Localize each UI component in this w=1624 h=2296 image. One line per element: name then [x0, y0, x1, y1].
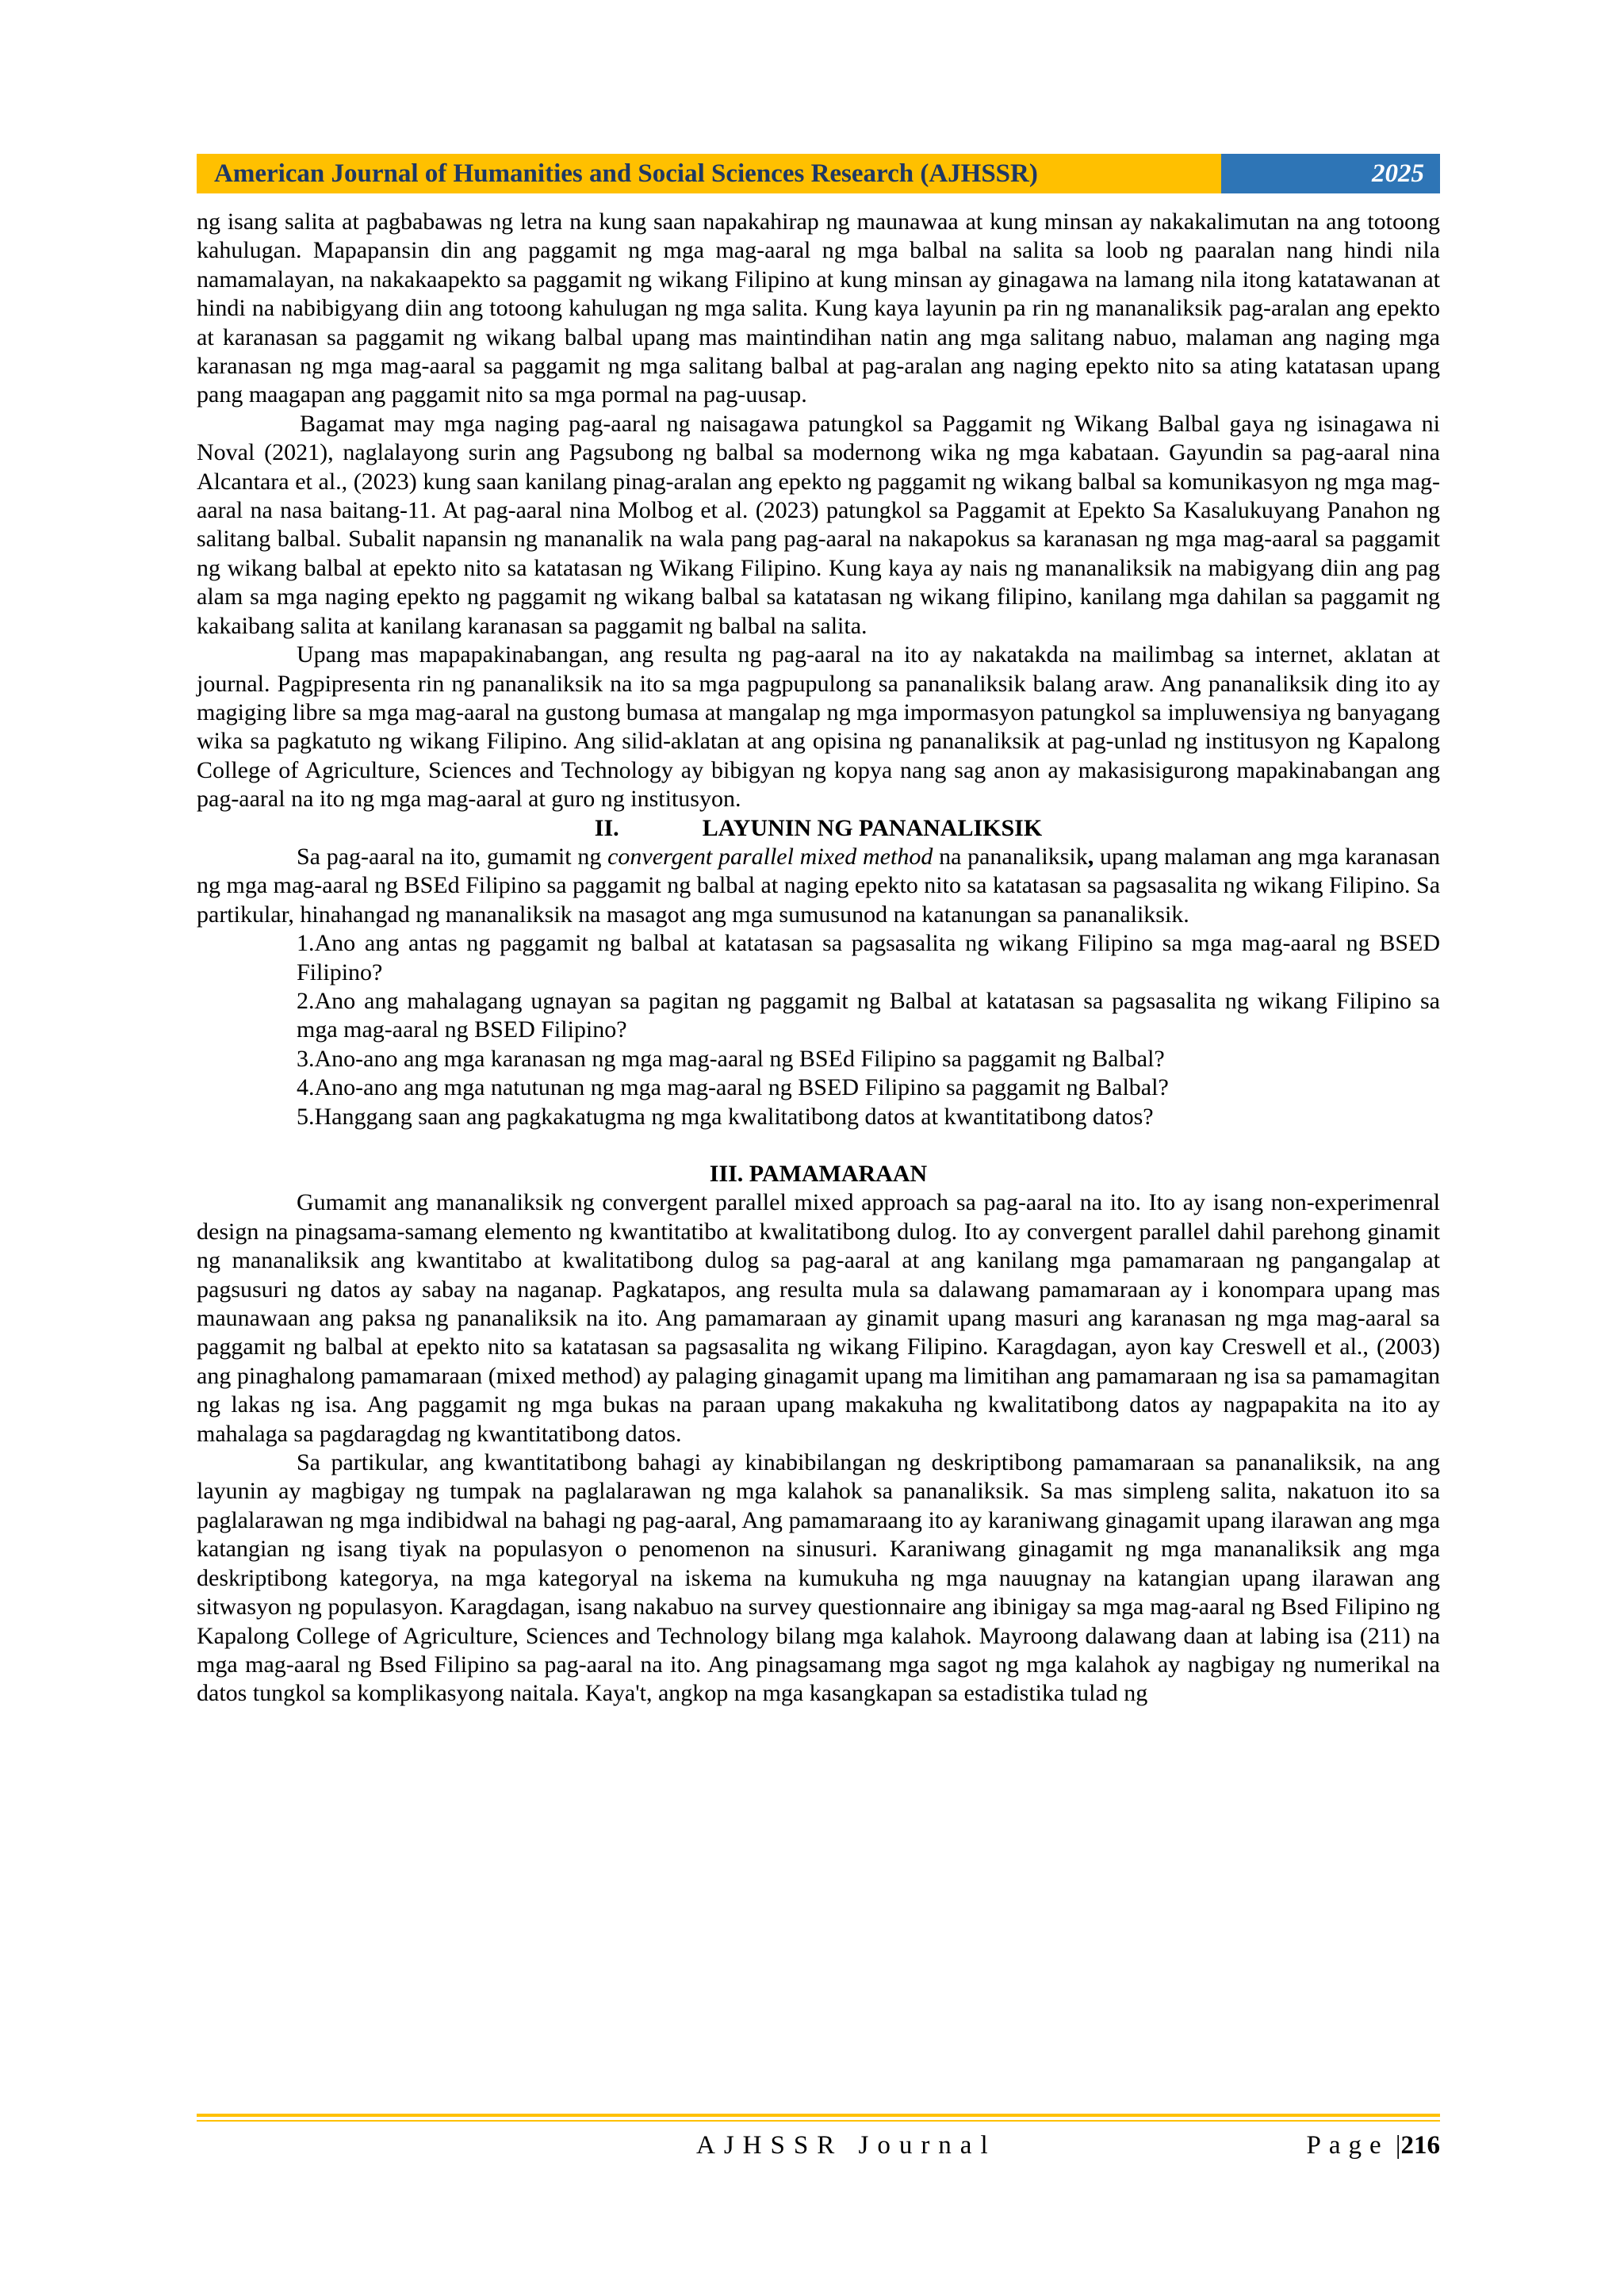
section-2-paragraph — [197, 843, 1440, 929]
intro-paragraph-1: ng isang salita at pagbabawas ng letra na kung saan napakahirap ng maunawaa at kung minsan ay nakakalimutan na ang totoong kahulugan. Mapapansin din ang paggamit ng mga mag-aaral ng mga balbal na salita sa loob ng paaralan nang hindi nila namamalayan, na nakakaapekto sa paggamit ng wikang Filipino at kung minsan ay ginagawa na lamang nila itong katatawanan at hindi na nabibigyang diin ang totoong kahulugan ng mga salita. Kung kaya layunin pa rin ng mananaliksik pag-aralan ang epekto at karanasan sa paggamit ng wikang balbal upang mas maintindihan natin ang mga salitang nabuo, malaman ang naging mga karanasan ng mga mag-aaral sa paggamit ng mga salitang balbal at pag-aralan ang naging epekto nito sa ating katatasan upang pang maagapan ang paggamit nito sa mga pormal na pag-uusap. — [197, 209, 1440, 408]
footer-journal-name: AJHSSR Journal — [696, 2131, 997, 2160]
footer-rule-bottom — [197, 2120, 1440, 2122]
journal-header — [197, 154, 1440, 193]
section-2-text-b: na pananaliksik — [939, 843, 1088, 870]
research-question-3: 3.Ano-ano ang mga karanasan ng mga mag-aaral ng BSEd Filipino sa paggamit ng Balbal? — [297, 1045, 1165, 1072]
page-number: 216 — [1400, 2131, 1440, 2160]
footer-rule-top — [197, 2114, 1440, 2117]
page-footer — [197, 2125, 1440, 2164]
journal-title: American Journal of Humanities and Social Sciences Research (AJHSSR) — [197, 154, 1221, 193]
research-question-1: 1.Ano ang antas ng paggamit ng balbal at katatasan sa pagsasalita ng wikang Filipino sa mga mag-aaral ng BSED Filipino? — [297, 930, 1440, 985]
journal-year: 2025 — [1221, 154, 1440, 193]
page-body — [197, 208, 1440, 1709]
section-2-heading — [197, 814, 1440, 843]
section-2-comma: , — [1087, 843, 1094, 870]
section-2-title: LAYUNIN NG PANANALIKSIK — [702, 814, 1043, 841]
section-2-number: II. — [594, 814, 619, 841]
research-question-5: 5.Hanggang saan ang pagkakatugma ng mga kwalitatibong datos at kwantitatibong datos? — [297, 1103, 1154, 1130]
research-question-2: 2.Ano ang mahalagang ugnayan sa pagitan ng paggamit ng Balbal at katatasan sa pagsasalita ng wikang Filipino sa mga mag-aaral ng BSED Filipino? — [297, 987, 1440, 1043]
section-2-text-c: upang malaman ang mga karanasan ng mga mag-aaral ng BSEd Filipino sa paggamit ng balbal at naging epekto nito sa katatasan sa pagsasalita ng wikang Filipino. Sa partikular, hinahangad ng mananaliksik na masagot ang mga sumusunod na katanungan sa pananaliksik. — [197, 843, 1441, 928]
section-3-paragraph-1: Gumamit ang mananaliksik ng convergent parallel mixed approach sa pag-aaral na ito. Ito ay isang non-experimenral design na pinagsama-samang elemento ng kwantitatibo at kwalitatibong dulog. Ito ay convergent parallel dahil parehong ginamit ng mananaliksik ang kwantitabo at kwalitatibong dulog sa pag-aaral at ang kanilang mga pamamaraan ng pangangalap at pagsusuri ng datos ay sabay na naganap. Pagkatapos, ang resulta mula sa dalawang pamamaraan ay i konompara upang mas maunawaan ang paksa ng pananaliksik na ito. Ang pamamaraan ay ginamit upang masuri ang karanasan ng mga mag-aaral sa paggamit ng balbal at epekto nito sa katatasan sa pagsasalita ng wikang Filipino. Karagdagan, ayon kay Creswell et al., (2003) ang pinaghalong pamamaraan (mixed method) ay palaging ginagamit upang ma limitihan ang pamamaraan ng isa sa pamamagitan ng lakas ng isa. Ang paggamit ng mga bukas na paraan upang makakuha ng kwalitatibong datos ay nagpapakita na ito ay mahalaga sa pagdaragdag ng kwantitatibong datos. — [197, 1189, 1440, 1447]
section-2-text-a: Sa pag-aaral na ito, gumamit ng — [297, 843, 602, 870]
intro-paragraph-3: Upang mas mapapakinabangan, ang resulta ng pag-aaral na ito ay nakatakda na mailimbag sa internet, aklatan at journal. Pagpipresenta rin ng pananaliksik na ito sa mga pagpupulong sa pananaliksik balang araw. Ang pananaliksik ding ito ay magiging libre sa mga mag-aaral na gustong bumasa at mangalap ng mga impormasyon patungkol sa impluwensiya ng banyagang wika sa pagkatuto ng wikang Filipino. Ang silid-aklatan at ang opisina ng pananaliksik at pag-unlad ng institusyon ng Kapalong College of Agriculture, Sciences and Technology ay bibigyan ng kopya nang sag anon ay makasisigurong mapakinabangan ang pag-aaral na ito ng mga mag-aaral at guro ng institusyon. — [197, 641, 1440, 813]
footer-page — [1306, 2131, 1440, 2160]
section-3-heading: III. PAMAMARAAN — [709, 1161, 928, 1187]
section-3-paragraph-2: Sa partikular, ang kwantitatibong bahagi ay kinabibilangan ng deskriptibong pamamaraan sa pananaliksik, na ang layunin ay magbigay ng tumpak na paglalarawan ng mga kalahok sa pananaliksik. Sa mas simpleng salita, nakatuon ito sa paglalarawan ng mga indibidwal na bahagi ng pag-aaral, Ang pamamaraang ito ay karaniwang ginagamit upang ilarawan ang mga katangian ng isang tiyak na populasyon o penomenon na sinusuri. Karaniwang ginagamit ng mga mananaliksik ang mga deskriptibong kategorya, na mga kategoryal na iskema na kumukuha ng mga nauugnay na katangian upang ilarawan ang sitwasyon ng populasyon. Karagdagan, isang nakabuo na survey questionnaire ang ibinigay sa mga mag-aaral ng Bsed Filipino ng Kapalong College of Agriculture, Sciences and Technology bilang mga kalahok. Mayroong dalawang daan at labing isa (211) na mga mag-aaral ng Bsed Filipino sa pag-aaral na ito. Ang pinagsamang mga sagot ng mga kalahok ay nagbigay ng numerikal na datos tungkol sa komplikasyong naitala. Kaya't, angkop na mga kasangkapan sa estadistika tulad ng — [197, 1449, 1440, 1707]
section-2-method: convergent parallel mixed method — [607, 843, 933, 870]
research-question-4: 4.Ano-ano ang mga natutunan ng mga mag-aaral ng BSED Filipino sa paggamit ng Balbal? — [297, 1074, 1169, 1101]
footer-page-label: Page — [1306, 2131, 1389, 2160]
footer-separator: | — [1395, 2131, 1401, 2160]
intro-paragraph-2: Bagamat may mga naging pag-aaral ng naisagawa patungkol sa Paggamit ng Wikang Balbal gaya ng isinagawa ni Noval (2021), naglalayong surin ang Pagsubong ng balbal sa modernong wika ng mga kabataan. Gayundin sa pag-aaral nina Alcantara et al., (2023) kung saan kanilang pinag-aralan ang epekto ng paggamit ng wikang balbal sa komunikasyon ng mga mag-aaral na nasa baitang-11. At pag-aaral nina Molbog et al. (2023) patungkol sa Paggamit at Epekto Sa Kasalukuyang Panahon ng salitang balbal. Subalit napansin ng mananalik na wala pang pag-aaral na nakapokus sa karanasan ng mga mag-aaral sa paggamit ng wikang balbal at epekto nito sa katatasan ng Wikang Filipino. Kung kaya ay nais ng mananaliksik na mabigyang diin ang pag alam sa mga naging epekto ng paggamit ng wikang balbal sa katatasan ng wikang filipino, kanilang mga dahilan sa paggamit ng kakaibang salita at kanilang karanasan sa paggamit ng balbal na salita. — [197, 410, 1440, 639]
